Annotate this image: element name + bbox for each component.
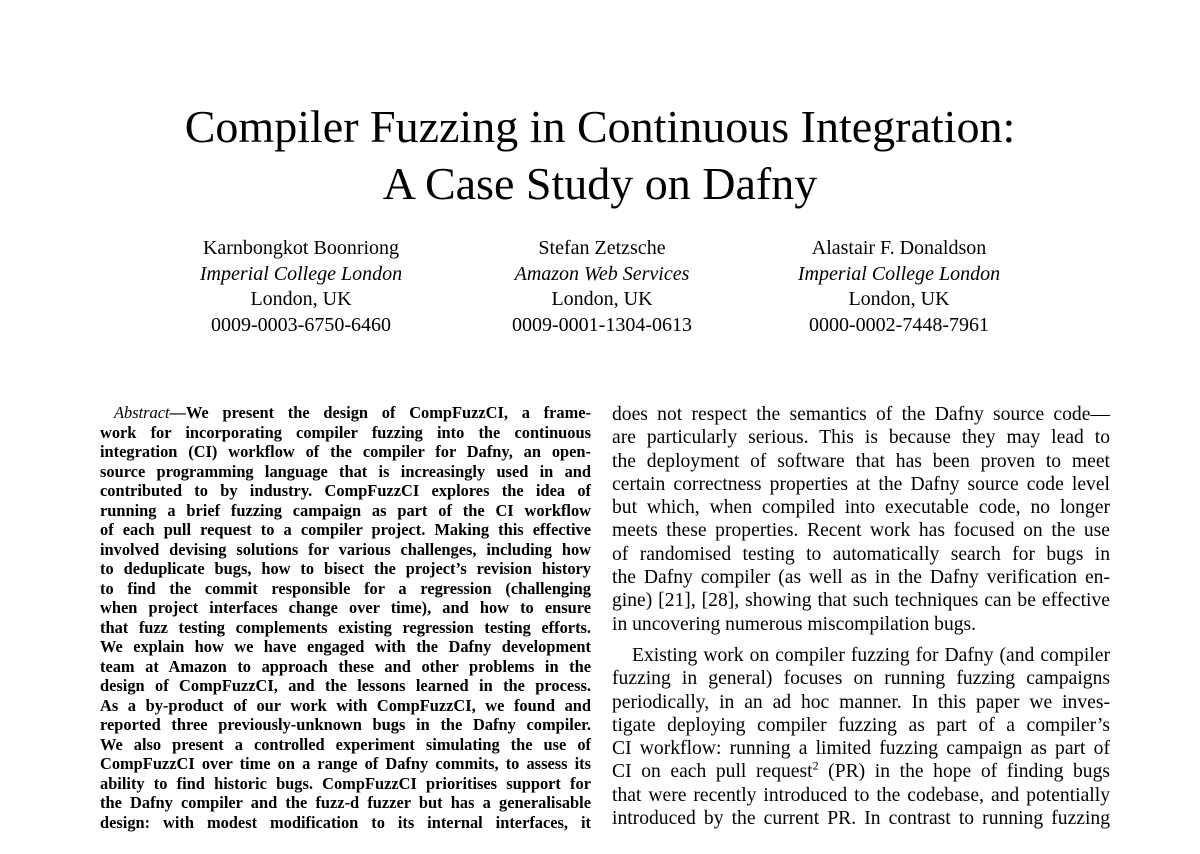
author-location: London, UK [848, 288, 950, 310]
author-name: Karnbongkot Boonriong [202, 237, 400, 259]
author-block [432, 236, 772, 338]
abstract-line: of each pull request to a compiler project. Making this effective [100, 520, 591, 539]
body-line: Existing work on compiler fuzzing for Dafny (and compiler [632, 644, 1110, 666]
body-column [612, 403, 1110, 854]
author-block [729, 236, 1069, 338]
abstract-line: As a by-product of our work with CompFuzzCI, we found and [100, 695, 591, 715]
abstract-label: Abstract [114, 403, 170, 422]
title-line-2: A Case Study on Dafny [382, 158, 818, 209]
author-name: Alastair F. Donaldson [811, 237, 987, 259]
abstract-line: to find the commit responsible for a regression (challenging [100, 578, 591, 598]
abstract-line: Abstract—We present the design of CompFuzzCI, a frame- [114, 403, 591, 422]
abstract-line: ability to find historic bugs. CompFuzzCI prioritises support for [100, 773, 591, 793]
author-name: Stefan Zetzsche [538, 237, 666, 259]
body-line: the Dafny compiler (as well as in the Dafny verification en- [612, 567, 1110, 589]
body-line: fuzzing in general) focuses on running fuzzing campaigns [612, 668, 1110, 690]
abstract-line: team at Amazon to approach these and other problems in the [100, 656, 591, 676]
author-orcid: 0000-0002-7448-7961 [809, 313, 989, 336]
body-line: CI on each pull request$^2$ (PR) in the hope of finding bugs [612, 758, 1111, 783]
abstract-line: involved devising solutions for various challenges, including how [100, 539, 591, 559]
author-affiliation: Amazon Web Services [514, 262, 690, 285]
abstract-line: We also present a controlled experiment simulating the use of [100, 734, 591, 754]
abstract-line: We explain how we have engaged with the Dafny development [100, 637, 591, 656]
body-line [612, 830, 1110, 853]
author-location: London, UK [551, 288, 653, 310]
author-orcid: 0009-0001-1304-0613 [512, 313, 692, 336]
abstract-line: the Dafny compiler and the fuzz-d fuzzer but has a generalisable [100, 793, 591, 812]
body-line: but which, when compiled into executable code, no longer [612, 497, 1110, 519]
abstract-line: source programming language that is increasingly used in and [100, 461, 591, 481]
body-line: the deployment of software that has been proven to meet [612, 450, 1110, 472]
abstract-line: contributed to by industry. CompFuzzCI explores the idea of [100, 481, 591, 500]
body-line: meets these properties. Recent work has focused on the use [612, 520, 1110, 542]
body-line: introduced by the current PR. In contrast to running fuzzing [612, 808, 1110, 830]
body-line: tigate deploying compiler fuzzing as part of a compiler’s [612, 714, 1110, 736]
abstract-line: to deduplicate bugs, how to bisect the project’s revision history [100, 559, 591, 578]
abstract-line: work for incorporating compiler fuzzing into the continuous [100, 422, 591, 442]
abstract-line: that fuzz testing complements existing regression testing efforts. [100, 617, 591, 637]
body-line: CI workflow: running a limited fuzzing campaign as part of [612, 738, 1110, 760]
author-location: London, UK [250, 288, 352, 310]
abstract-line: when project interfaces change over time), and how to ensure [100, 598, 591, 617]
author-affiliation: Imperial College London [199, 262, 403, 285]
body-line: of randomised testing to automatically search for bugs in [612, 543, 1110, 565]
body-line: periodically, in an ad hoc manner. In this paper we inves- [612, 691, 1110, 713]
footnote-marker[interactable]: 2 [812, 758, 819, 773]
abstract-column [100, 403, 591, 832]
abstract-line: design: with modest modification to its internal interfaces, it [100, 812, 591, 832]
author-orcid: 0009-0003-6750-6460 [211, 313, 391, 336]
body-line: gine) [21], [28], showing that such techniques can be effective [612, 590, 1110, 612]
abstract-line: reported three previously-unknown bugs in the Dafny compiler. [100, 715, 591, 734]
body-line: does not respect the semantics of the Dafny source code— [612, 404, 1110, 425]
abstract-line: design of CompFuzzCI, and the lessons learned in the process. [100, 676, 591, 695]
body-line: that were recently introduced to the codebase, and potentially [612, 784, 1110, 806]
abstract-line: running a brief fuzzing campaign as part of the CI workflow [100, 500, 591, 520]
body-line: in uncovering numerous miscompilation bugs. [612, 613, 977, 635]
body-line: certain correctness properties at the Dafny source code level [612, 473, 1110, 495]
body-line: are particularly serious. This is because they may lead to [612, 427, 1110, 449]
abstract-line: integration (CI) workflow of the compiler for Dafny, an open- [100, 442, 591, 461]
abstract-line: CompFuzzCI over time on a range of Dafny commits, to assess its [100, 754, 591, 773]
title-line-1: Compiler Fuzzing in Continuous Integration: [184, 101, 1016, 152]
paper-title [0, 98, 1200, 212]
author-affiliation: Imperial College London [797, 262, 1001, 285]
author-block [131, 236, 471, 338]
